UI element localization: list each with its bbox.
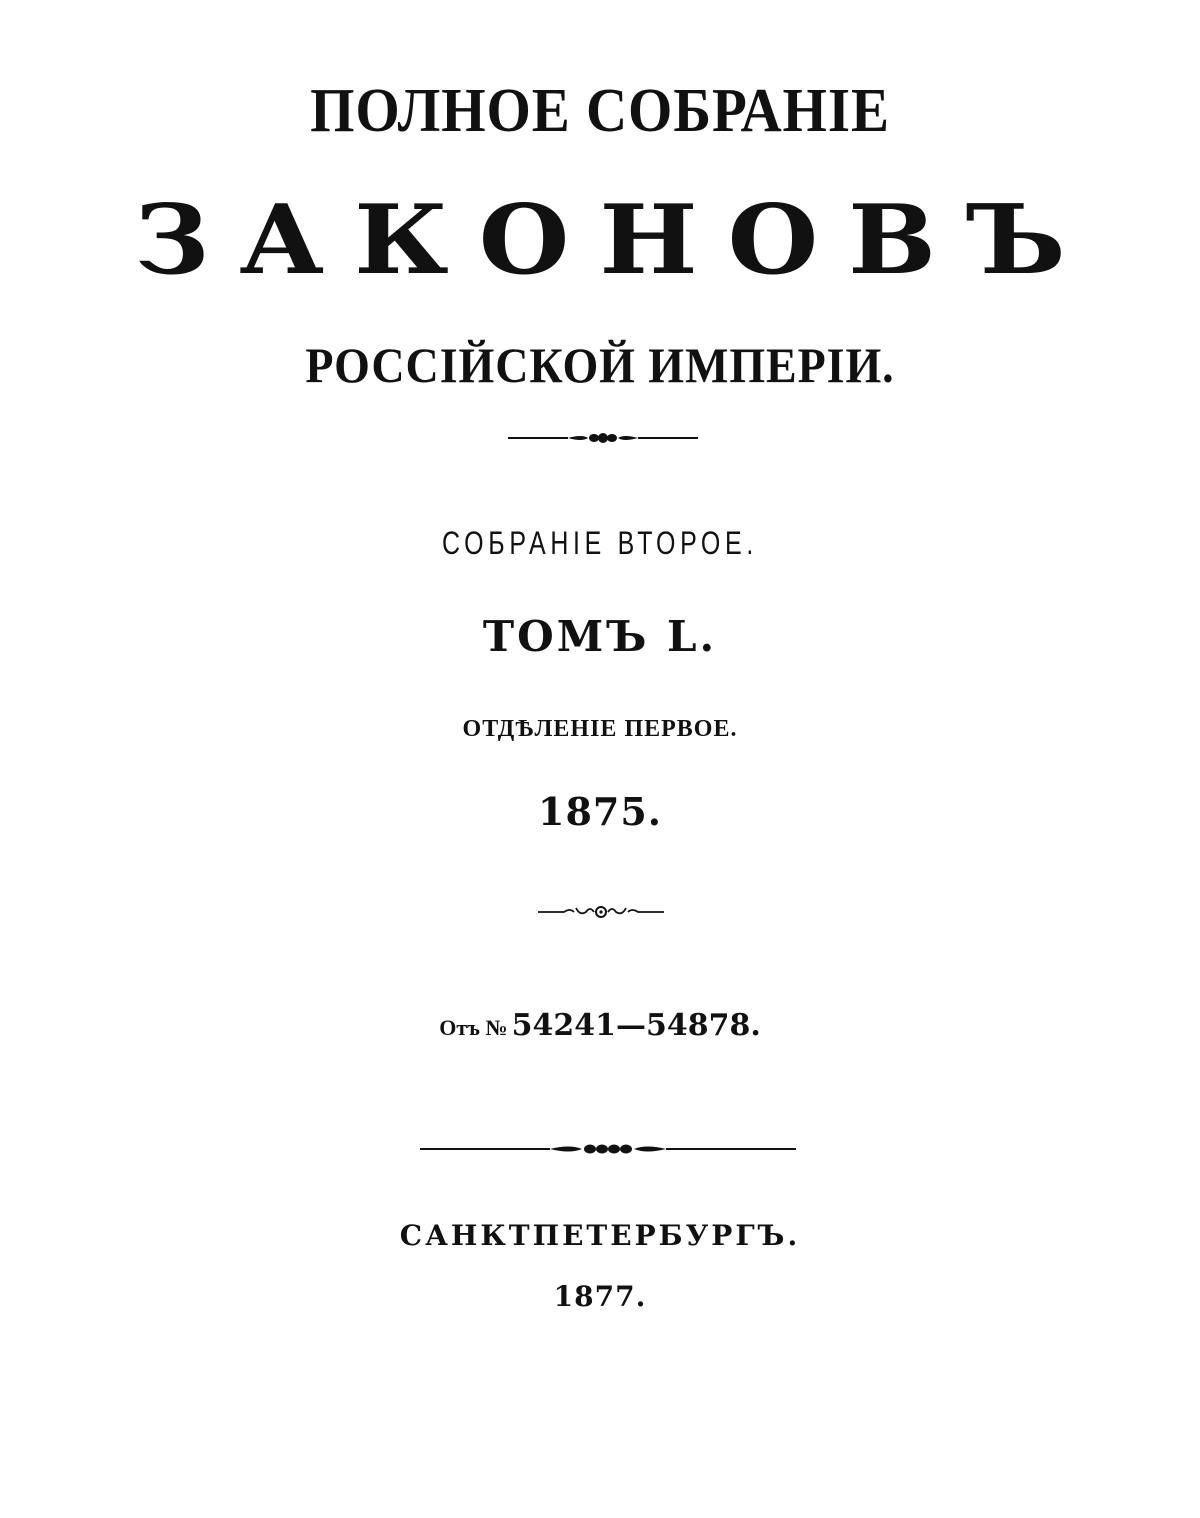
- range-numbers: 54241—54878.: [511, 1008, 761, 1043]
- section-label: ОТДѢЛЕНІЕ ПЕРВОЕ.: [462, 716, 738, 742]
- collection-label: СОБРАНІЕ ВТОРОЕ.: [442, 525, 758, 561]
- title-line-1: ПОЛНОЕ СОБРАНІЕ: [310, 77, 890, 145]
- rule-ornament-icon: [508, 430, 698, 446]
- law-number-range: [0, 1008, 1200, 1043]
- range-prefix: Отъ №: [439, 1015, 508, 1040]
- imprint-city: САНКТПЕТЕРБУРГЪ.: [399, 1219, 801, 1252]
- scroll-ornament-icon: [536, 902, 666, 922]
- imprint-year: 1877.: [553, 1280, 647, 1313]
- rule-ornament-icon: [420, 1140, 796, 1158]
- title-line-3: РОССІЙСКОЙ ИМПЕРІИ.: [305, 337, 895, 393]
- title-line-2: ЗАКОНОВЪ: [134, 182, 1096, 297]
- volume-label: ТОМЪ L.: [482, 612, 718, 661]
- volume-year: 1875.: [538, 789, 662, 834]
